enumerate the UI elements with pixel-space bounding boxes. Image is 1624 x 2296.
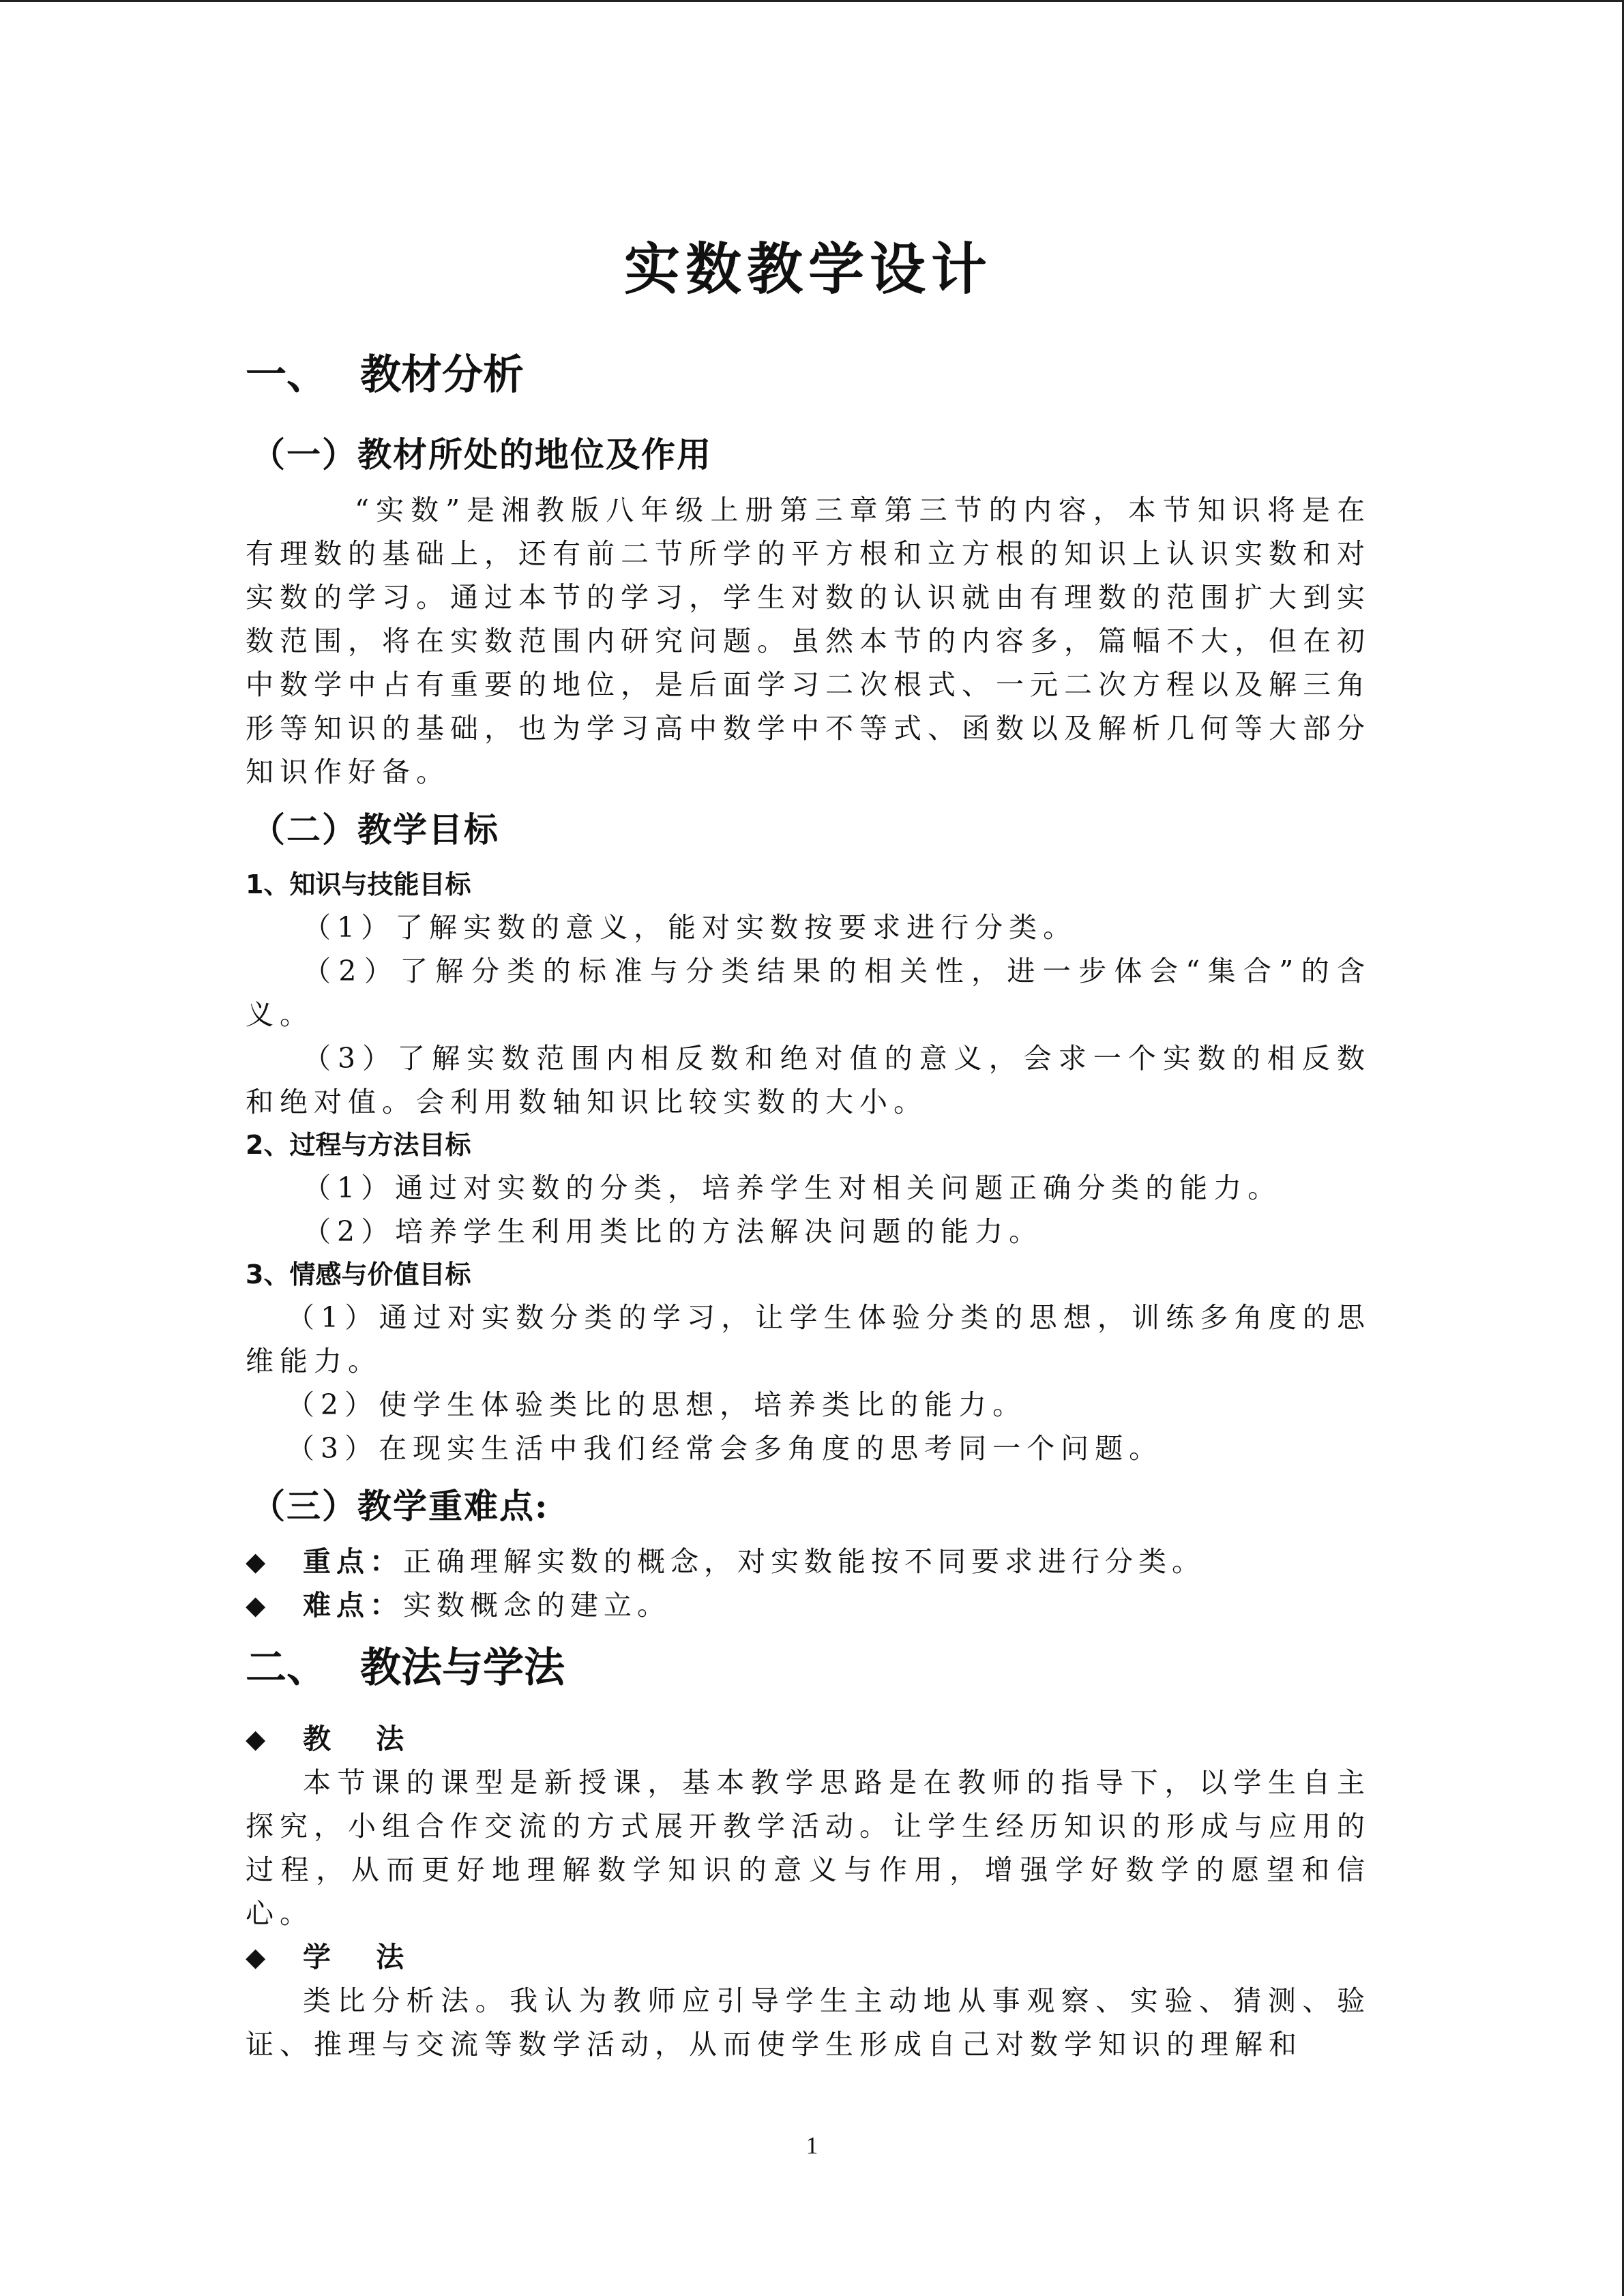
goal-3-item-3: （3）在现实生活中我们经常会多角度的思考同一个问题。: [286, 1432, 1164, 1465]
diamond-bullet-icon: ◆: [246, 1942, 271, 1972]
section-1-number: 一、: [246, 351, 327, 399]
subsection-3-title: （三）教学重难点:: [251, 1486, 549, 1526]
learning-method-text: 类比分析法。我认为教师应引导学生主动地从事观察、实验、猜测、验证、推理与交流等数学活动，从而使学生形成自己对数学知识的理解和: [246, 1984, 1371, 2061]
page-number: 1: [806, 2132, 818, 2159]
learning-method-heading: [246, 1935, 1371, 1979]
goal-3-item-1: （1）通过对实数分类的学习，让学生体验分类的思想，训练多角度的思维能力。: [246, 1301, 1371, 1377]
goal-2-item-2: （2）培养学生利用类比的方法解决问题的能力。: [303, 1215, 1044, 1248]
teaching-method-heading: [246, 1717, 1371, 1761]
goal-2-item-1: （1）通过对实数的分类，培养学生对相关问题正确分类的能力。: [303, 1172, 1282, 1204]
difficult-point-item: [246, 1583, 1371, 1627]
key-point-item: [246, 1540, 1371, 1583]
key-point-label: 重点：: [303, 1545, 403, 1578]
subsection-2-title: （二）教学目标: [251, 809, 499, 850]
goal-1-heading: 1、知识与技能目标: [246, 869, 471, 899]
difficult-point-label: 难点：: [303, 1589, 403, 1622]
diamond-bullet-icon: ◆: [246, 1547, 271, 1577]
goal-1-item-3: （3）了解实数范围内相反数和绝对值的意义，会求一个实数的相反数和绝对值。会利用数轴知识比较实数的大小。: [246, 1042, 1371, 1118]
key-point-text: 正确理解实数的概念，对实数能按不同要求进行分类。: [403, 1545, 1205, 1578]
page-border-top: [0, 0, 1624, 2]
document-content: [246, 225, 1371, 2066]
goal-3-heading: 3、情感与价值目标: [246, 1259, 471, 1289]
section-2-heading: [246, 1634, 1371, 1702]
goal-2-heading: 2、过程与方法目标: [246, 1130, 471, 1160]
learning-method-label: 学 法: [303, 1941, 422, 1973]
goal-1-item-2: （2）了解分类的标准与分类结果的相关性，进一步体会“集合”的含义。: [246, 955, 1371, 1031]
diamond-bullet-icon: ◆: [246, 1590, 271, 1620]
section-2-title: 教法与学法: [360, 1644, 565, 1692]
teaching-method-label: 教 法: [303, 1723, 422, 1755]
document-title: 实数教学设计: [623, 237, 992, 302]
section-1-title: 教材分析: [360, 351, 524, 399]
teaching-method-text: 本节课的课型是新授课，基本教学思路是在教师的指导下，以学生自主探究，小组合作交流的方式展开教学活动。让学生经历知识的形成与应用的过程，从而更好地理解数学知识的意义与作用，增强学好数学的愿望和信心。: [246, 1766, 1371, 1930]
subsection-1-paragraph: “实数”是湘教版八年级上册第三章第三节的内容，本节知识将是在有理数的基础上，还有前二节所学的平方根和立方根的知识上认识实数和对实数的学习。通过本节的学习，学生对数的认识就由有理数的范围扩大到实数范围，将在实数范围内研究问题。虽然本节的内容多，篇幅不大，但在初中数学中占有重要的地位，是后面学习二次根式、一元二次方程以及解三角形等知识的基础，也为学习高中数学中不等式、函数以及解析几何等大部分知识作好备。: [246, 494, 1371, 788]
section-2-number: 二、: [246, 1644, 327, 1692]
goal-1-item-1: （1）了解实数的意义，能对实数按要求进行分类。: [303, 911, 1078, 944]
section-1-heading: [246, 341, 1371, 409]
subsection-1-title: （一）教材所处的地位及作用: [251, 434, 712, 475]
diamond-bullet-icon: ◆: [246, 1724, 271, 1754]
difficult-point-text: 实数概念的建立。: [403, 1589, 670, 1622]
goal-3-item-2: （2）使学生体验类比的思想，培养类比的能力。: [286, 1388, 1027, 1421]
